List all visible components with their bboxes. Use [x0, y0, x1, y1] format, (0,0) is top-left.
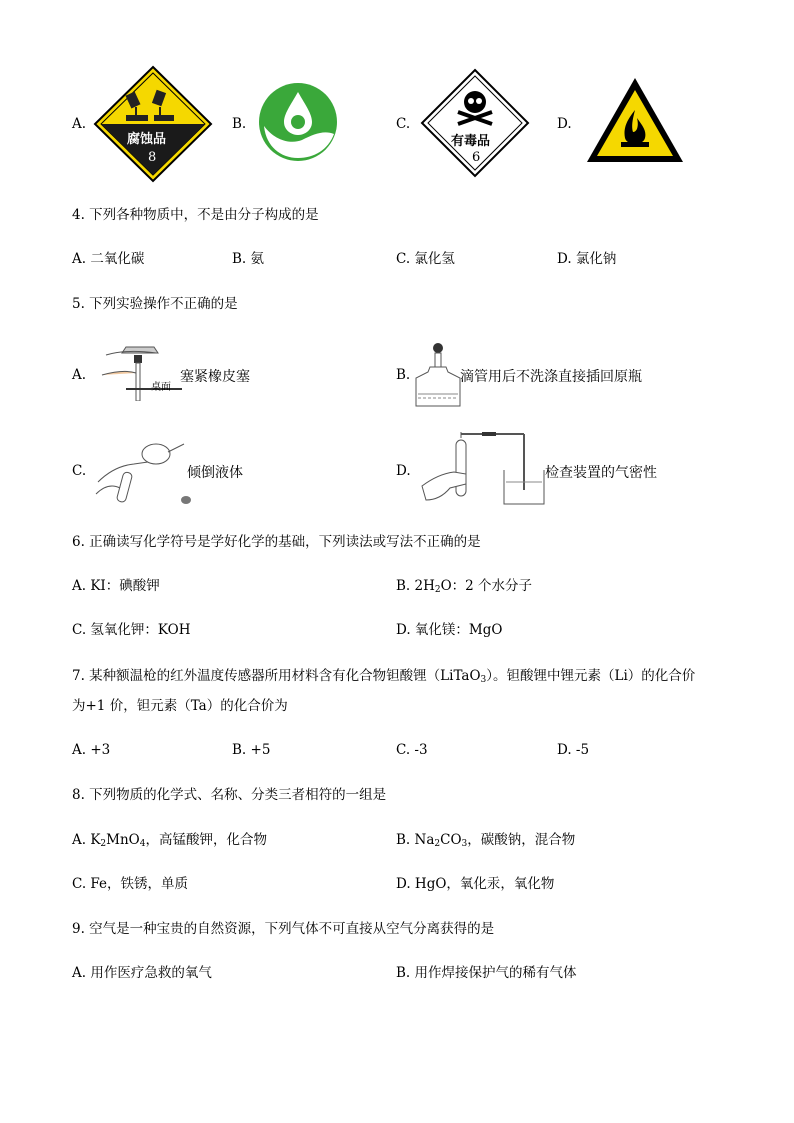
q7-stem-line2: 为+1 价，钽元素（Ta）的化合价为: [72, 698, 288, 714]
stopper-insertion-illustration: [96, 345, 186, 401]
q5-option-b-caption: 滴管用后不洗涤直接插回原瓶: [460, 369, 642, 385]
q3-option-b-label: B.: [232, 116, 247, 132]
q5-option-a-label: A.: [72, 367, 87, 383]
q4-option-d: D. 氯化钠: [557, 251, 617, 267]
q6-option-b: B. $2H_2O$：2 个水分子: [396, 578, 533, 595]
q5-option-a-caption: 塞紧橡皮塞: [180, 369, 250, 385]
dropper-bottle-illustration: [414, 342, 462, 408]
q7-option-a: A. +3: [72, 742, 111, 758]
q4-stem: 4. 下列各种物质中，不是由分子构成的是: [72, 207, 319, 223]
corrosive-sign-text: 腐蚀品: [127, 132, 167, 147]
toxic-sign-number: 6: [472, 150, 481, 165]
q5-option-c-caption: 倾倒液体: [187, 465, 243, 481]
airtightness-check-illustration: [420, 430, 546, 508]
q8-option-b: B. $Na_2CO_3$，碳酸钠，混合物: [396, 832, 576, 849]
q7-option-d: D. -5: [557, 742, 590, 758]
q9-option-b: B. 用作焊接保护气的稀有气体: [396, 965, 577, 981]
q6-option-a: A. KI：碘酸钾: [72, 578, 160, 594]
q3-option-a-label: A.: [72, 116, 87, 132]
q7-option-b: B. +5: [232, 742, 271, 758]
q5-option-c-label: C.: [72, 463, 87, 479]
q6-option-c: C. 氢氧化钾：KOH: [72, 622, 191, 638]
q3-option-c-label: C.: [396, 116, 411, 132]
q3-option-d-label: D.: [557, 116, 572, 132]
q5-option-d-caption: 检查装置的气密性: [545, 465, 657, 481]
q8-option-a: A. $K_2MnO_4$，高锰酸钾，化合物: [72, 832, 267, 849]
q8-stem: 8. 下列物质的化学式、名称、分类三者相符的一组是: [72, 787, 387, 803]
toxic-sign-text: 有毒品: [451, 134, 491, 149]
q4-option-a: A. 二氧化碳: [72, 251, 145, 267]
q9-stem: 9. 空气是一种宝贵的自然资源，下列气体不可直接从空气分离获得的是: [72, 921, 495, 937]
q8-option-c: C. Fe，铁锈，单质: [72, 876, 189, 892]
q5-stem: 5. 下列实验操作不正确的是: [72, 296, 238, 312]
corrosive-hazard-icon: [92, 65, 214, 183]
q5-option-b-label: B.: [396, 367, 411, 383]
q4-option-b: B. 氨: [232, 251, 265, 267]
q4-option-c: C. 氯化氢: [396, 251, 455, 267]
desk-label: 桌面: [151, 382, 171, 393]
corrosive-sign-number: 8: [148, 150, 157, 165]
q9-option-a: A. 用作医疗急救的氧气: [72, 965, 212, 981]
water-saving-icon: [258, 82, 338, 162]
pouring-liquid-illustration: [94, 432, 194, 510]
q6-option-d: D. 氧化镁：MgO: [396, 622, 503, 638]
flammable-hazard-icon: [585, 76, 685, 164]
q7-option-c: C. -3: [396, 742, 428, 758]
q8-option-d: D. HgO，氧化汞，氧化物: [396, 876, 555, 892]
q5-option-d-label: D.: [396, 463, 411, 479]
q6-stem: 6. 正确读写化学符号是学好化学的基础，下列读法或写法不正确的是: [72, 534, 481, 550]
q7-stem-line1: 7. 某种额温枪的红外温度传感器所用材料含有化合物钽酸锂（LiTaO$_3$）。钽酸锂中锂元素（Li）的化合价: [72, 668, 696, 685]
